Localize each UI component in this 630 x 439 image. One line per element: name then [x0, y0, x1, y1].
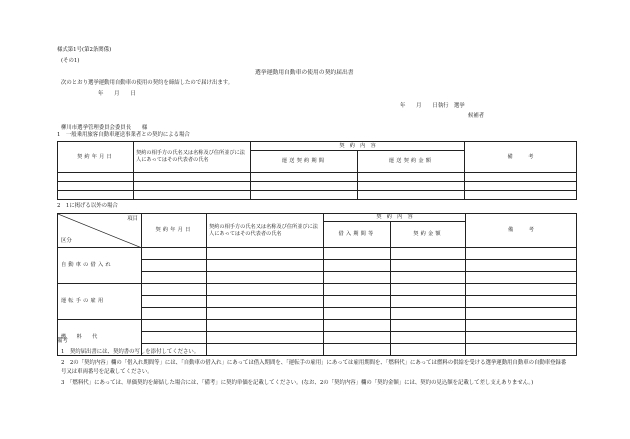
s2-cell[interactable] [466, 344, 577, 356]
s2-row-label-driver: 運転手の雇用 [58, 284, 142, 320]
s2-header-period: 借入期間等 [324, 222, 391, 248]
s2-cell[interactable] [207, 344, 324, 356]
s2-cell[interactable] [466, 320, 577, 332]
section1-heading: 1 一般乗用旅客自動車運送事業者との契約による場合 [57, 132, 190, 138]
s1-cell[interactable] [58, 182, 134, 191]
table-row [58, 191, 577, 200]
s1-cell[interactable] [465, 191, 577, 200]
s2-cell[interactable] [466, 296, 577, 308]
s2-cell[interactable] [207, 320, 324, 332]
s2-cell[interactable] [142, 260, 207, 272]
notes-heading: 備考 [57, 338, 68, 344]
table-row [58, 182, 577, 191]
candidate-label: 候補者 [468, 113, 485, 119]
s2-cell[interactable] [466, 308, 577, 320]
s2-cell[interactable] [142, 272, 207, 284]
s1-cell[interactable] [251, 173, 358, 182]
s2-header-party: 契約の相手方の氏名又は名称及び住所並びに法人にあってはその代表者の氏名 [207, 214, 324, 248]
s1-cell[interactable] [251, 182, 358, 191]
s2-cell[interactable] [142, 332, 207, 344]
s2-cell[interactable] [207, 308, 324, 320]
s1-cell[interactable] [465, 173, 577, 182]
s2-cell[interactable] [466, 284, 577, 296]
s2-cell[interactable] [391, 320, 466, 332]
s2-cell[interactable] [142, 284, 207, 296]
s2-cell[interactable] [207, 248, 324, 260]
s2-cell[interactable] [324, 344, 391, 356]
s2-cell[interactable] [391, 248, 466, 260]
document-title: 選挙運動用自動車の使用の契約届出書 [255, 70, 354, 76]
section2-table [57, 213, 577, 356]
s1-header-remarks: 備 考 [465, 142, 577, 173]
sub-number: (その1) [61, 58, 80, 64]
addressee: 柳川市選挙管理委員会委員長 様 [61, 125, 148, 131]
s2-cell[interactable] [324, 284, 391, 296]
s1-cell[interactable] [58, 173, 134, 182]
s1-header-date: 契約年月日 [58, 142, 134, 173]
s2-cell[interactable] [324, 272, 391, 284]
s2-cell[interactable] [391, 344, 466, 356]
s1-header-amount: 運送契約金額 [358, 151, 465, 173]
s2-cell[interactable] [142, 248, 207, 260]
s2-cell[interactable] [324, 296, 391, 308]
s1-cell[interactable] [358, 173, 465, 182]
s2-header-category: 区分 [61, 238, 72, 244]
s2-cell[interactable] [142, 308, 207, 320]
s2-cell[interactable] [466, 332, 577, 344]
s2-header-remarks: 備 考 [466, 214, 577, 248]
s2-cell[interactable] [207, 272, 324, 284]
s2-cell[interactable] [324, 308, 391, 320]
s2-cell[interactable] [207, 332, 324, 344]
section2-heading: 2 1に掲げる以外の場合 [57, 203, 118, 209]
s2-cell[interactable] [207, 284, 324, 296]
submission-date: 年 月 日 [98, 91, 136, 97]
note-3: 3 「燃料代」にあっては、単価契約を締結した場合には、「備考」に契約単価を記載してください。(なお、2の「契約内容」欄の「契約金額」には、契約の見込額を記載して差し支えありません。) [61, 380, 534, 386]
s2-row-label-fuel: 燃 料 代 [58, 320, 142, 356]
election-date: 年 月 日執行 選挙 [400, 103, 465, 109]
s1-cell[interactable] [251, 191, 358, 200]
s2-cell[interactable] [466, 248, 577, 260]
intro-text: 次のとおり選挙運動用自動車の使用の契約を締結したので届け出ます。 [61, 80, 234, 86]
s2-cell[interactable] [324, 332, 391, 344]
s2-cell[interactable] [324, 320, 391, 332]
s2-header-diagonal [58, 214, 142, 248]
s2-cell[interactable] [324, 260, 391, 272]
s2-cell[interactable] [324, 248, 391, 260]
table-row [58, 248, 577, 260]
s2-cell[interactable] [391, 296, 466, 308]
s2-cell[interactable] [142, 296, 207, 308]
section1-table [57, 141, 577, 200]
s1-header-contents: 契 約 内 容 [251, 142, 465, 151]
s2-cell[interactable] [142, 320, 207, 332]
s1-cell[interactable] [134, 182, 251, 191]
s2-cell[interactable] [391, 332, 466, 344]
s1-cell[interactable] [134, 173, 251, 182]
s1-header-party: 契約の相手方の氏名又は名称及び住所並びに法人にあってはその代表者の氏名 [134, 142, 251, 173]
s2-header-date: 契約年月日 [142, 214, 207, 248]
s1-cell[interactable] [358, 182, 465, 191]
s2-cell[interactable] [391, 260, 466, 272]
s1-cell[interactable] [358, 191, 465, 200]
s2-header-item: 項目 [127, 216, 138, 222]
s2-cell[interactable] [207, 260, 324, 272]
s2-cell[interactable] [466, 260, 577, 272]
s2-header-contents: 契 約 内 容 [324, 214, 466, 222]
s2-header-amount: 契約金額 [391, 222, 466, 248]
s2-cell[interactable] [466, 272, 577, 284]
s1-cell[interactable] [134, 191, 251, 200]
note-2: 2 2の「契約内容」欄の「借入れ期間等」には、「自動車の借入れ」にあっては借入期間を、「運転手の雇用」にあっては雇用期間を、「燃料代」にあっては燃料の供給を受ける選挙運動用自動車の自動車登録番号又は車両番号を記載してください。 [61, 360, 567, 375]
table-row [58, 284, 577, 296]
form-number: 様式第1号(第2条関係) [57, 47, 112, 53]
table-row [58, 173, 577, 182]
s2-cell[interactable] [391, 308, 466, 320]
s1-header-period: 運送契約期間 [251, 151, 358, 173]
s2-row-label-vehicle: 自動車の借入れ [58, 248, 142, 284]
s2-cell[interactable] [207, 296, 324, 308]
note-1: 1 契約届出書には、契約書の写しを添付してください。 [61, 349, 200, 355]
s2-cell[interactable] [391, 272, 466, 284]
table-row [58, 320, 577, 332]
s1-cell[interactable] [58, 191, 134, 200]
s1-cell[interactable] [465, 182, 577, 191]
s2-cell[interactable] [391, 284, 466, 296]
